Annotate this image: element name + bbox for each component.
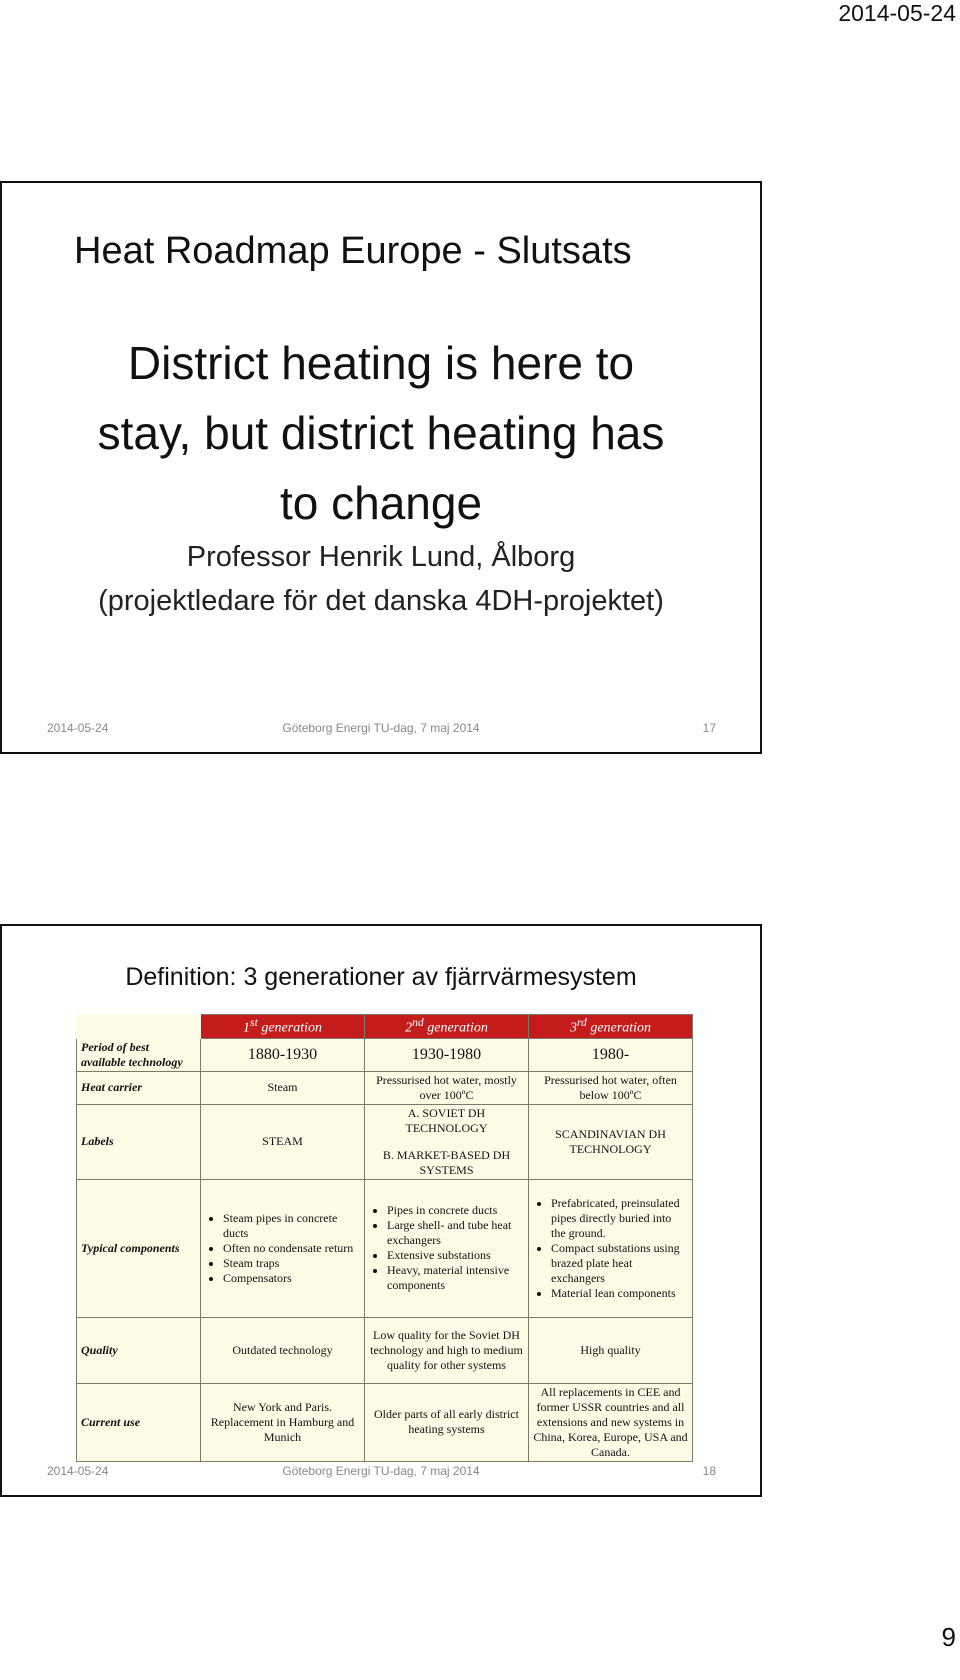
list-item: • Steam traps [223, 1256, 360, 1271]
list-item: • Large shell- and tube heat exchangers [387, 1218, 524, 1248]
table-cell [529, 1179, 693, 1317]
table-cell: SCANDINAVIAN DH TECHNOLOGY [529, 1104, 693, 1179]
table-row-period [77, 1038, 693, 1071]
table-cell: STEAM [201, 1104, 365, 1179]
table-cell: 1880-1930 [201, 1038, 365, 1071]
title-line: to change [279, 477, 483, 529]
list-item: • Often no condensate return [223, 1241, 360, 1256]
row-label: Period of best available technology [77, 1038, 201, 1071]
list-item: • Prefabricated, preinsulated pipes directly buried into the ground. [551, 1196, 688, 1241]
slide-heading: Heat Roadmap Europe - Slutsats [74, 230, 632, 272]
row-label: Typical components [77, 1179, 201, 1317]
list-item: • Extensive substations [387, 1248, 524, 1263]
table-cell: 1930-1980 [365, 1038, 529, 1071]
footer-slide-number: 17 [702, 721, 716, 735]
header-corner [77, 1015, 201, 1039]
row-label: Heat carrier [77, 1071, 201, 1104]
table-cell [201, 1179, 365, 1317]
header-gen1: 1st generation [201, 1015, 365, 1039]
components-list [205, 1211, 360, 1286]
header-gen2: 2nd generation [365, 1015, 529, 1039]
table-cell: Outdated technology [201, 1317, 365, 1383]
row-label: Quality [77, 1317, 201, 1383]
slide-heading: Definition: 3 generationer av fjärrvärmesystem [125, 963, 637, 991]
table-cell: All replacements in CEE and former USSR countries and all extensions and new systems in China, Korea, Europe, USA and Canada. [529, 1383, 693, 1461]
table-row-labels [77, 1104, 693, 1179]
generations-table [76, 1014, 693, 1462]
footer-event: Göteborg Energi TU-dag, 7 maj 2014 [282, 1464, 480, 1478]
table-cell: Steam [201, 1071, 365, 1104]
table-cell: Pressurised hot water, mostly over 100ºC [365, 1071, 529, 1104]
row-label: Current use [77, 1383, 201, 1461]
table-cell: Pressurised hot water, often below 100ºC [529, 1071, 693, 1104]
table-cell [365, 1179, 529, 1317]
slide-18 [0, 924, 762, 1497]
table-cell: Low quality for the Soviet DH technology and high to medium quality for other systems [365, 1317, 529, 1383]
footer-date: 2014-05-24 [47, 721, 109, 735]
title-line: District heating is here to [127, 337, 635, 389]
subtitle-line: Professor Henrik Lund, Ålborg [186, 541, 576, 573]
slide-title [2, 328, 760, 538]
table-header-row [77, 1015, 693, 1039]
table-cell: Older parts of all early district heating systems [365, 1383, 529, 1461]
list-item: • Material lean components [551, 1286, 688, 1301]
list-item: • Steam pipes in concrete ducts [223, 1211, 360, 1241]
table-row-current-use [77, 1383, 693, 1461]
slide-subtitle [2, 535, 760, 623]
table-row-typical-components [77, 1179, 693, 1317]
list-item: • Compact substations using brazed plate heat exchangers [551, 1241, 688, 1286]
label-soviet: A. SOVIET DH TECHNOLOGY [405, 1105, 488, 1135]
table-cell: High quality [529, 1317, 693, 1383]
table-cell [365, 1104, 529, 1179]
footer-event: Göteborg Energi TU-dag, 7 maj 2014 [282, 721, 480, 735]
page-date: 2014-05-24 [838, 0, 956, 26]
footer-slide-number: 18 [702, 1464, 716, 1478]
slide-17 [0, 181, 762, 754]
list-item: • Pipes in concrete ducts [387, 1203, 524, 1218]
page-number: 9 [941, 1622, 956, 1652]
label-market: B. MARKET-BASED DH SYSTEMS [382, 1147, 511, 1177]
list-item: • Compensators [223, 1271, 360, 1286]
list-item: • Heavy, material intensive components [387, 1263, 524, 1293]
title-line: stay, but district heating has [97, 407, 665, 459]
table-cell: 1980- [529, 1038, 693, 1071]
subtitle-line: (projektledare för det danska 4DH-projektet) [98, 585, 664, 617]
components-list [533, 1196, 688, 1301]
table-cell: New York and Paris. Replacement in Hamburg and Munich [201, 1383, 365, 1461]
row-label: Labels [77, 1104, 201, 1179]
table-row-quality [77, 1317, 693, 1383]
components-list [369, 1203, 524, 1293]
footer-date: 2014-05-24 [47, 1464, 109, 1478]
header-gen3: 3rd generation [529, 1015, 693, 1039]
table-row-heat-carrier [77, 1071, 693, 1104]
